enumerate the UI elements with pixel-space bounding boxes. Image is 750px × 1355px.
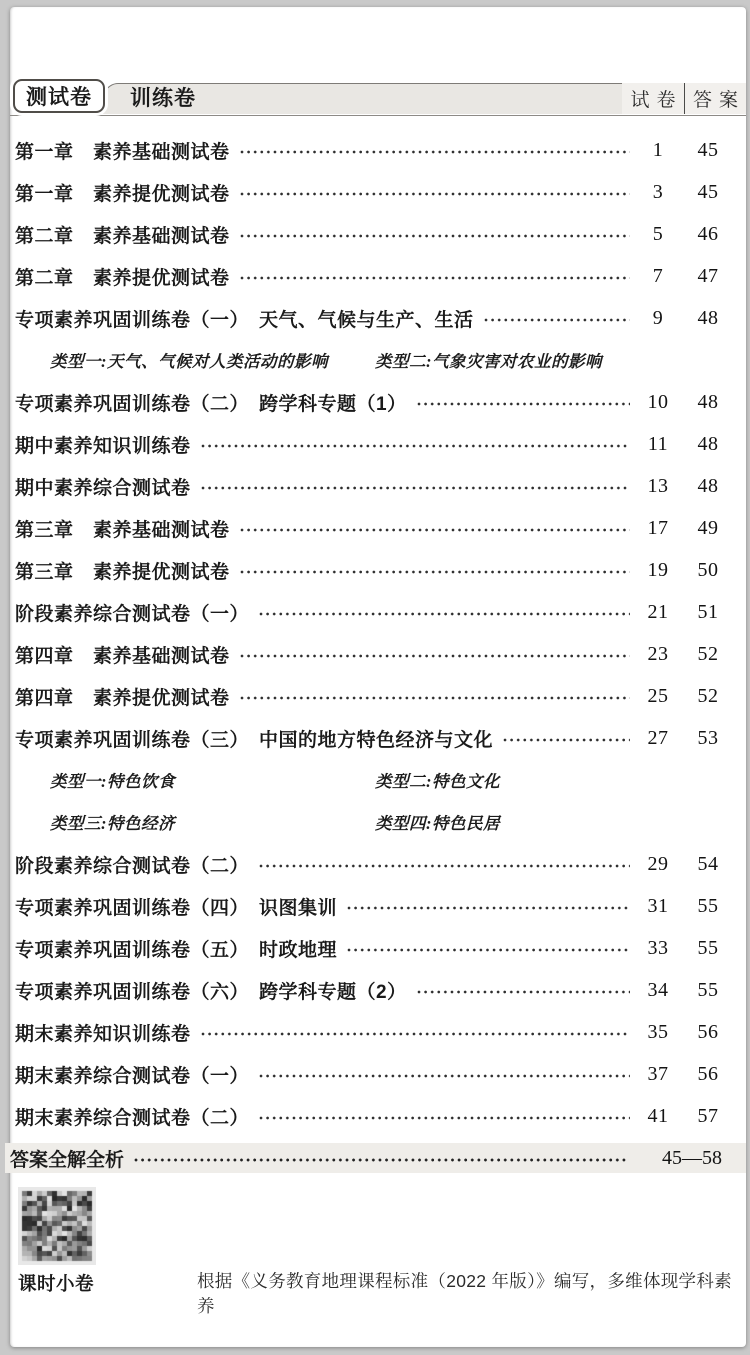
dotted-leader: [259, 1074, 630, 1078]
toc-row: [15, 213, 736, 255]
dotted-leader: [240, 528, 630, 532]
tab-ceshijuan: 测试卷: [13, 79, 105, 113]
toc-row: [15, 465, 736, 507]
toc-row: [15, 885, 736, 927]
answer-page-number: 55: [697, 978, 719, 1001]
paper-page-number: 31: [647, 894, 669, 917]
answer-page-number: 50: [697, 558, 719, 581]
toc-row: [15, 255, 736, 297]
toc-row: [15, 549, 736, 591]
toc-row-title: 专项素养巩固训练卷（五） 时政地理: [15, 939, 338, 961]
paper-page-number: 17: [647, 516, 669, 539]
toc-row-title: 期中素养知识训练卷: [15, 435, 191, 457]
tab-trainjuan: 训练卷: [130, 87, 196, 110]
answer-page-number: 48: [697, 390, 719, 413]
toc-row: [15, 717, 736, 759]
answer-page-number: 51: [697, 600, 719, 623]
paper-page-number: 34: [647, 978, 669, 1001]
book-page: [10, 7, 746, 1347]
dotted-leader: [240, 570, 630, 574]
paper-page-number: 29: [647, 852, 669, 875]
answer-page-number: 45: [697, 180, 719, 203]
paper-page-number: 3: [652, 180, 664, 203]
toc-subtype-line: [15, 339, 736, 381]
toc-row-title: 阶段素养综合测试卷（一）: [15, 603, 250, 625]
page-number-column-headers: [622, 83, 746, 114]
dotted-leader: [201, 486, 630, 490]
dotted-leader: [347, 948, 630, 952]
toc-row-title: 专项素养巩固训练卷（六） 跨学科专题（2）: [15, 981, 407, 1003]
qr-label: 课时小卷: [18, 1273, 95, 1294]
answer-page-number: 48: [697, 432, 719, 455]
toc-row-title: 专项素养巩固训练卷（二） 跨学科专题（1）: [15, 393, 407, 415]
toc-row-title: 第一章 素养提优测试卷: [15, 183, 230, 205]
answer-page-number: 52: [697, 642, 719, 665]
answer-page-number: 46: [697, 222, 719, 245]
dotted-leader: [417, 990, 630, 994]
dotted-leader: [417, 402, 630, 406]
answer-page-number: 55: [697, 936, 719, 959]
toc-subtype-left: 类型一:天气、气候对人类活动的影响: [50, 352, 328, 371]
paper-page-number: 33: [647, 936, 669, 959]
dotted-leader: [201, 444, 630, 448]
dotted-leader: [240, 654, 630, 658]
toc-row-title: 第三章 素养基础测试卷: [15, 519, 230, 541]
paper-page-number: 41: [647, 1104, 669, 1127]
toc-row-title: 期末素养知识训练卷: [15, 1023, 191, 1045]
answer-page-number: 54: [697, 852, 719, 875]
toc-row-title: 第二章 素养基础测试卷: [15, 225, 230, 247]
toc-row-title: 第三章 素养提优测试卷: [15, 561, 230, 583]
dotted-leader: [240, 696, 630, 700]
paper-page-number: 1: [652, 138, 664, 161]
toc-row-title: 专项素养巩固训练卷（一） 天气、气候与生产、生活: [15, 309, 474, 331]
toc-row: [15, 969, 736, 1011]
header-tab-bar: [10, 75, 746, 123]
toc-row-title: 专项素养巩固训练卷（三） 中国的地方特色经济与文化: [15, 729, 494, 751]
dotted-leader: [134, 1158, 626, 1162]
answer-page-number: 47: [697, 264, 719, 287]
toc-list: [10, 129, 746, 1137]
toc-subtype-left: 类型一:特色饮食: [50, 772, 175, 791]
paper-page-number: 10: [647, 390, 669, 413]
dotted-leader: [347, 906, 630, 910]
answer-section-title: 答案全解全析: [10, 1149, 125, 1171]
qr-code: [18, 1187, 96, 1265]
dotted-leader: [503, 738, 630, 742]
toc-row: [15, 843, 736, 885]
toc-row: [15, 633, 736, 675]
paper-page-number: 25: [647, 684, 669, 707]
toc-row-title: 第一章 素养基础测试卷: [15, 141, 230, 163]
column-header-paper: 试卷: [622, 83, 684, 114]
answer-page-number: 57: [697, 1104, 719, 1127]
toc-row: [15, 1011, 736, 1053]
paper-page-number: 13: [647, 474, 669, 497]
toc-row-title: 专项素养巩固训练卷（四） 识图集训: [15, 897, 338, 919]
answer-section-pages: 45—58: [662, 1146, 722, 1169]
toc-row-title: 期末素养综合测试卷（二）: [15, 1107, 250, 1129]
answer-page-number: 49: [697, 516, 719, 539]
paper-page-number: 27: [647, 726, 669, 749]
toc-row-title: 期中素养综合测试卷: [15, 477, 191, 499]
toc-row-title: 第四章 素养基础测试卷: [15, 645, 230, 667]
toc-row: [15, 381, 736, 423]
paper-page-number: 21: [647, 600, 669, 623]
dotted-leader: [259, 864, 630, 868]
header-underline: [10, 115, 746, 116]
dotted-leader: [240, 234, 630, 238]
toc-row-title: 第二章 素养提优测试卷: [15, 267, 230, 289]
footer-note: 根据《义务教育地理课程标准（2022 年版）》编写，多维体现学科素养: [197, 1271, 732, 1316]
toc-row: [15, 129, 736, 171]
toc-subtype-right: 类型二:特色文化: [375, 772, 500, 791]
dotted-leader: [201, 1032, 630, 1036]
toc-row-title: 第四章 素养提优测试卷: [15, 687, 230, 709]
qr-block: [18, 1187, 104, 1296]
toc-row-title: 阶段素养综合测试卷（二）: [15, 855, 250, 877]
toc-subtype-right: 类型四:特色民居: [375, 814, 500, 833]
toc-row: [15, 1053, 736, 1095]
paper-page-number: 23: [647, 642, 669, 665]
answer-page-number: 48: [697, 306, 719, 329]
answer-page-number: 52: [697, 684, 719, 707]
toc-subtype-left: 类型三:特色经济: [50, 814, 175, 833]
dotted-leader: [259, 612, 630, 616]
toc-row: [15, 1095, 736, 1137]
toc-row: [15, 675, 736, 717]
paper-page-number: 35: [647, 1020, 669, 1043]
toc-row: [15, 591, 736, 633]
toc-row: [15, 423, 736, 465]
answer-section-row: [5, 1143, 746, 1173]
answer-page-number: 55: [697, 894, 719, 917]
answer-page-number: 56: [697, 1020, 719, 1043]
answer-page-number: 53: [697, 726, 719, 749]
paper-page-number: 5: [652, 222, 664, 245]
toc-subtype-line: [15, 801, 736, 843]
toc-subtype-line: [15, 759, 736, 801]
paper-page-number: 9: [652, 306, 664, 329]
paper-page-number: 19: [647, 558, 669, 581]
answer-page-number: 45: [697, 138, 719, 161]
toc-row: [15, 927, 736, 969]
toc-row: [15, 297, 736, 339]
dotted-leader: [240, 276, 630, 280]
paper-page-number: 11: [647, 432, 669, 455]
dotted-leader: [259, 1116, 630, 1120]
toc-subtype-right: 类型二:气象灾害对农业的影响: [375, 352, 602, 371]
column-header-answer: 答案: [684, 83, 746, 114]
toc-row: [15, 507, 736, 549]
toc-row: [15, 171, 736, 213]
paper-page-number: 37: [647, 1062, 669, 1085]
paper-page-number: 7: [652, 264, 664, 287]
answer-page-number: 48: [697, 474, 719, 497]
dotted-leader: [240, 192, 630, 196]
answer-page-number: 56: [697, 1062, 719, 1085]
dotted-leader: [240, 150, 630, 154]
toc-row-title: 期末素养综合测试卷（一）: [15, 1065, 250, 1087]
dotted-leader: [484, 318, 630, 322]
